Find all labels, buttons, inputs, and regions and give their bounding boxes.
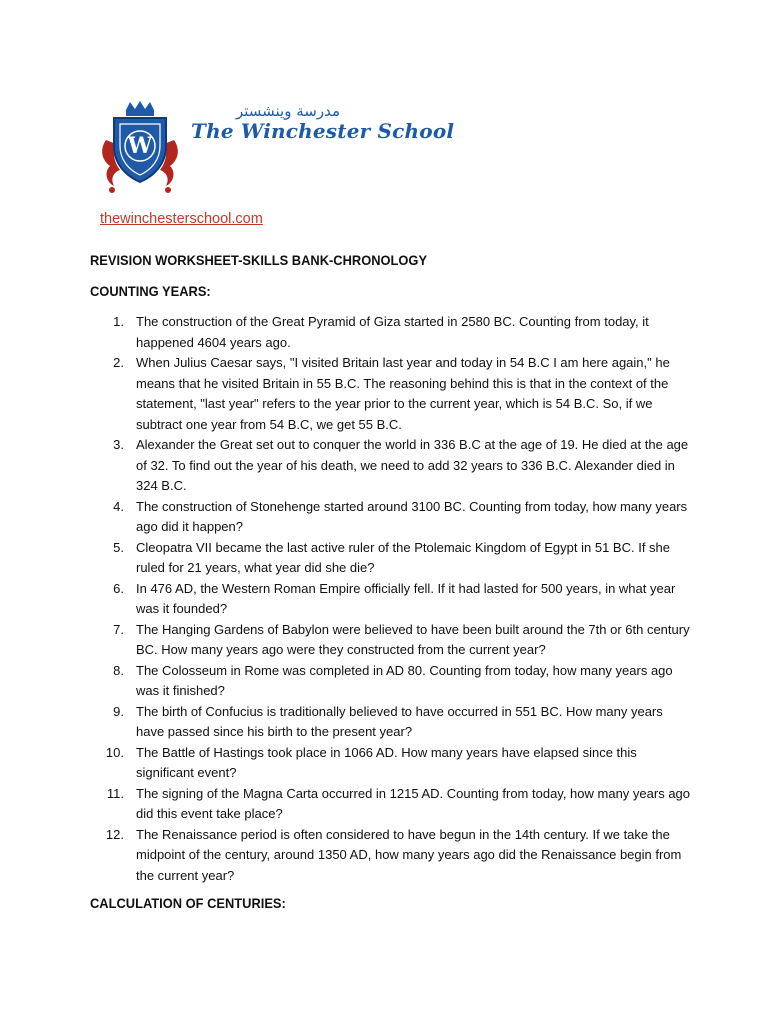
question-text: The Hanging Gardens of Babylon were believed to have been built around the 7th or 6th century BC. How many years ago were they constructed from the current year? — [136, 621, 690, 657]
list-item — [100, 538, 690, 579]
question-number: 12. — [105, 826, 124, 842]
worksheet-title: REVISION WORKSHEET-SKILLS BANK-CHRONOLOGY — [90, 252, 428, 268]
question-number: 8. — [113, 662, 124, 678]
list-item — [100, 825, 690, 887]
question-number: 10. — [105, 744, 124, 760]
question-text: The Renaissance period is often considered to have begun in the 14th century. If we take the midpoint of the century, around 1350 AD, how many years ago did the Renaissance begin from the current year? — [136, 826, 682, 883]
question-text: When Julius Caesar says, "I visited Britain last year and today in 54 B.C I am here again," he means that he visited Britain in 55 B.C. The reasoning behind this is that in the context of the statement, "last year" refers to the year prior to the current year, which is 54 B.C. So, if we subtract one year from 54 B.C, we get 55 B.C. — [136, 355, 670, 432]
list-item — [100, 743, 690, 784]
question-list — [100, 312, 690, 886]
list-item — [100, 620, 690, 661]
section-heading-centuries: CALCULATION OF CENTURIES: — [90, 895, 286, 911]
school-logo — [100, 100, 455, 196]
question-text: The Colosseum in Rome was completed in AD 80. Counting from today, how many years ago was it finished? — [136, 662, 673, 698]
list-item — [100, 353, 690, 435]
list-item — [100, 579, 690, 620]
question-number: 7. — [113, 621, 124, 637]
question-text: The birth of Confucius is traditionally believed to have occurred in 551 BC. How many years have passed since his birth to the present year? — [136, 703, 663, 739]
question-number: 1. — [113, 314, 124, 329]
list-item — [100, 435, 690, 497]
list-item — [100, 702, 690, 743]
list-item — [100, 661, 690, 702]
question-text: The construction of the Great Pyramid of Giza started in 2580 BC. Counting from today, it happened 4604 years ago. — [136, 314, 649, 350]
section-heading-counting-years: COUNTING YEARS: — [90, 283, 211, 299]
question-number: 3. — [113, 437, 124, 452]
question-number: 9. — [113, 703, 124, 719]
question-text: The construction of Stonehenge started around 3100 BC. Counting from today, how many years ago did it happen? — [136, 498, 688, 534]
question-text: The signing of the Magna Carta occurred in 1215 AD. Counting from today, how many years ago did this event take place? — [136, 785, 691, 821]
school-name: The Winchester School — [191, 119, 455, 143]
question-number: 11. — [106, 785, 124, 801]
list-item — [100, 312, 690, 353]
school-name-arabic: مدرسة وينشستر — [235, 102, 341, 120]
question-text: The Battle of Hastings took place in 1066 AD. How many years have elapsed since this significant event? — [136, 744, 637, 780]
question-text: Alexander the Great set out to conquer the world in 336 B.C at the age of 19. He died at the age of 32. To find out the year of his death, we need to add 32 years to 336 B.C. Alexander died in 324 B.C. — [136, 437, 689, 493]
list-item — [100, 497, 690, 538]
question-number: 5. — [113, 539, 124, 555]
question-text: Cleopatra VII became the last active ruler of the Ptolemaic Kingdom of Egypt in 51 BC. If she ruled for 21 years, what year did she die? — [136, 539, 670, 575]
website-link[interactable]: thewinchesterschool.com — [100, 211, 263, 227]
question-number: 4. — [113, 498, 124, 514]
question-text: In 476 AD, the Western Roman Empire officially fell. If it had lasted for 500 years, in what year was it founded? — [136, 580, 676, 616]
question-number: 6. — [113, 580, 124, 596]
question-number: 2. — [113, 355, 124, 370]
crest-letter: W — [127, 133, 153, 159]
list-item — [100, 784, 690, 825]
